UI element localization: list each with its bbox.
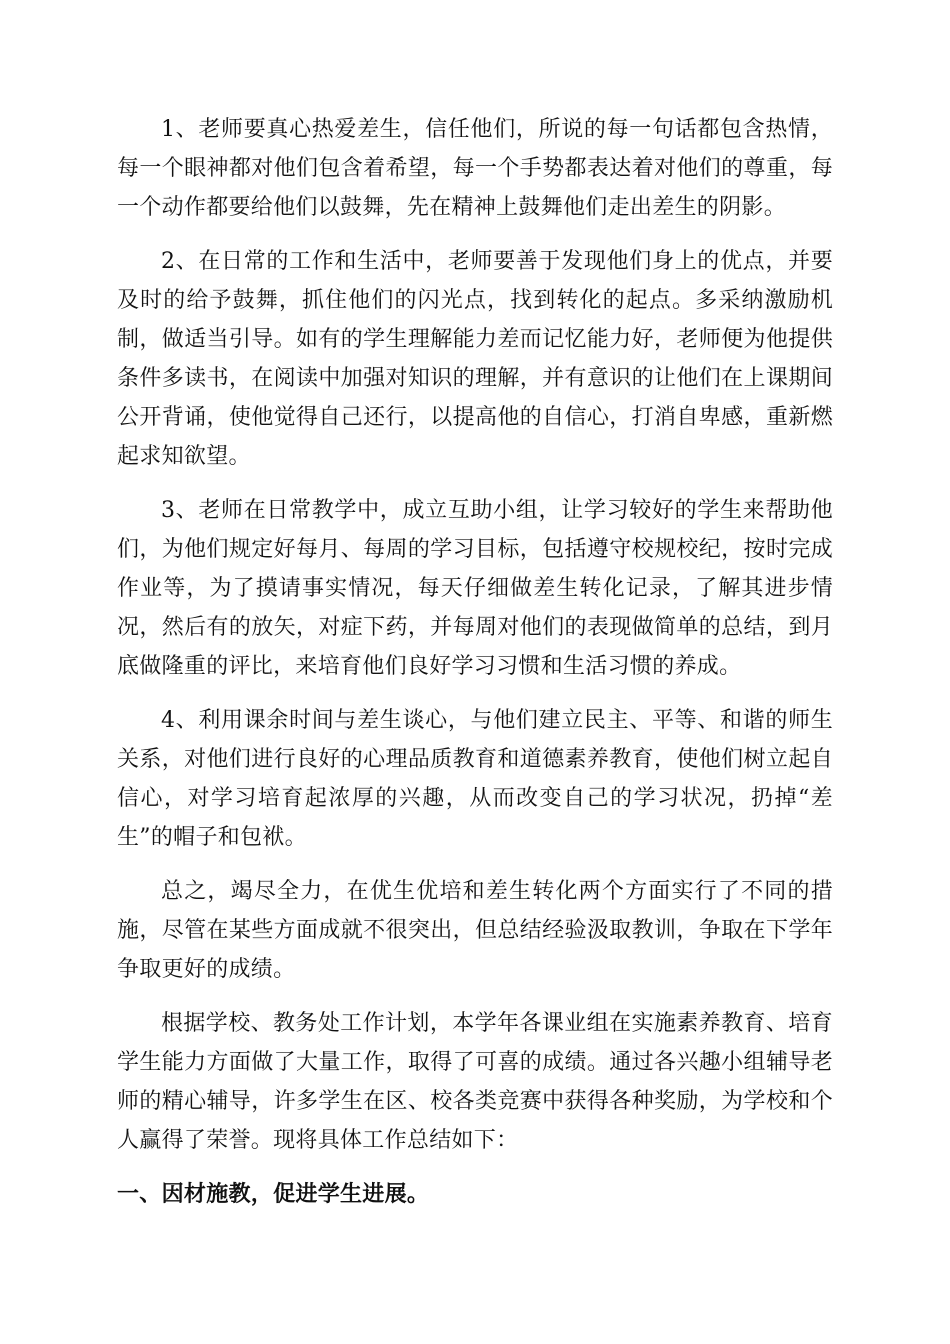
- document-body: [117, 110, 833, 1214]
- section-heading: 一、因材施教，促进学生进展。: [117, 1181, 430, 1207]
- paragraph-summary: 总之，竭尽全力，在优生优培和差生转化两个方面实行了不同的措施，尽管在某些方面成就不很突出，但总结经验汲取教训，争取在下学年争取更好的成绩。: [117, 879, 833, 982]
- paragraph-intro: 根据学校、教务处工作计划，本学年各课业组在实施素养教育、培育学生能力方面做了大量工作，取得了可喜的成绩。通过各兴趣小组辅导老师的精心辅导，许多学生在区、校各类竞赛中获得各种奖励，为学校和个人赢得了荣誉。现将具体工作总结如下：: [117, 1011, 833, 1153]
- paragraph-1: 1、老师要真心热爱差生，信任他们，所说的每一句话都包含热情，每一个眼神都对他们包含着希望，每一个手势都表达着对他们的尊重，每一个动作都要给他们以鼓舞，先在精神上鼓舞他们走出差生的阴影。: [117, 117, 833, 220]
- paragraph-4: 4、利用课余时间与差生谈心，与他们建立民主、平等、和谐的师生关系，对他们进行良好的心理品质教育和道德素养教育，使他们树立起自信心，对学习培育起浓厚的兴趣，从而改变自己的学习状况，扔掉“差生”的帽子和包袱。: [117, 708, 833, 850]
- paragraph-2: 2、在日常的工作和生活中，老师要善于发现他们身上的优点，并要及时的给予鼓舞，抓住他们的闪光点，找到转化的起点。多采纳激励机制，做适当引导。如有的学生理解能力差而记忆能力好，老师便为他提供条件多读书，在阅读中加强对知识的理解，并有意识的让他们在上课期间公开背诵，使他觉得自己还行，以提高他的自信心，打消自卑感，重新燃起求知欲望。: [117, 249, 833, 469]
- paragraph-3: 3、老师在日常教学中，成立互助小组，让学习较好的学生来帮助他们，为他们规定好每月、每周的学习目标，包括遵守校规校纪，按时完成作业等，为了摸请事实情况，每天仔细做差生转化记录，了解其进步情况，然后有的放矢，对症下药，并每周对他们的表现做简单的总结，到月底做隆重的评比，来培育他们良好学习习惯和生活习惯的养成。: [117, 498, 833, 679]
